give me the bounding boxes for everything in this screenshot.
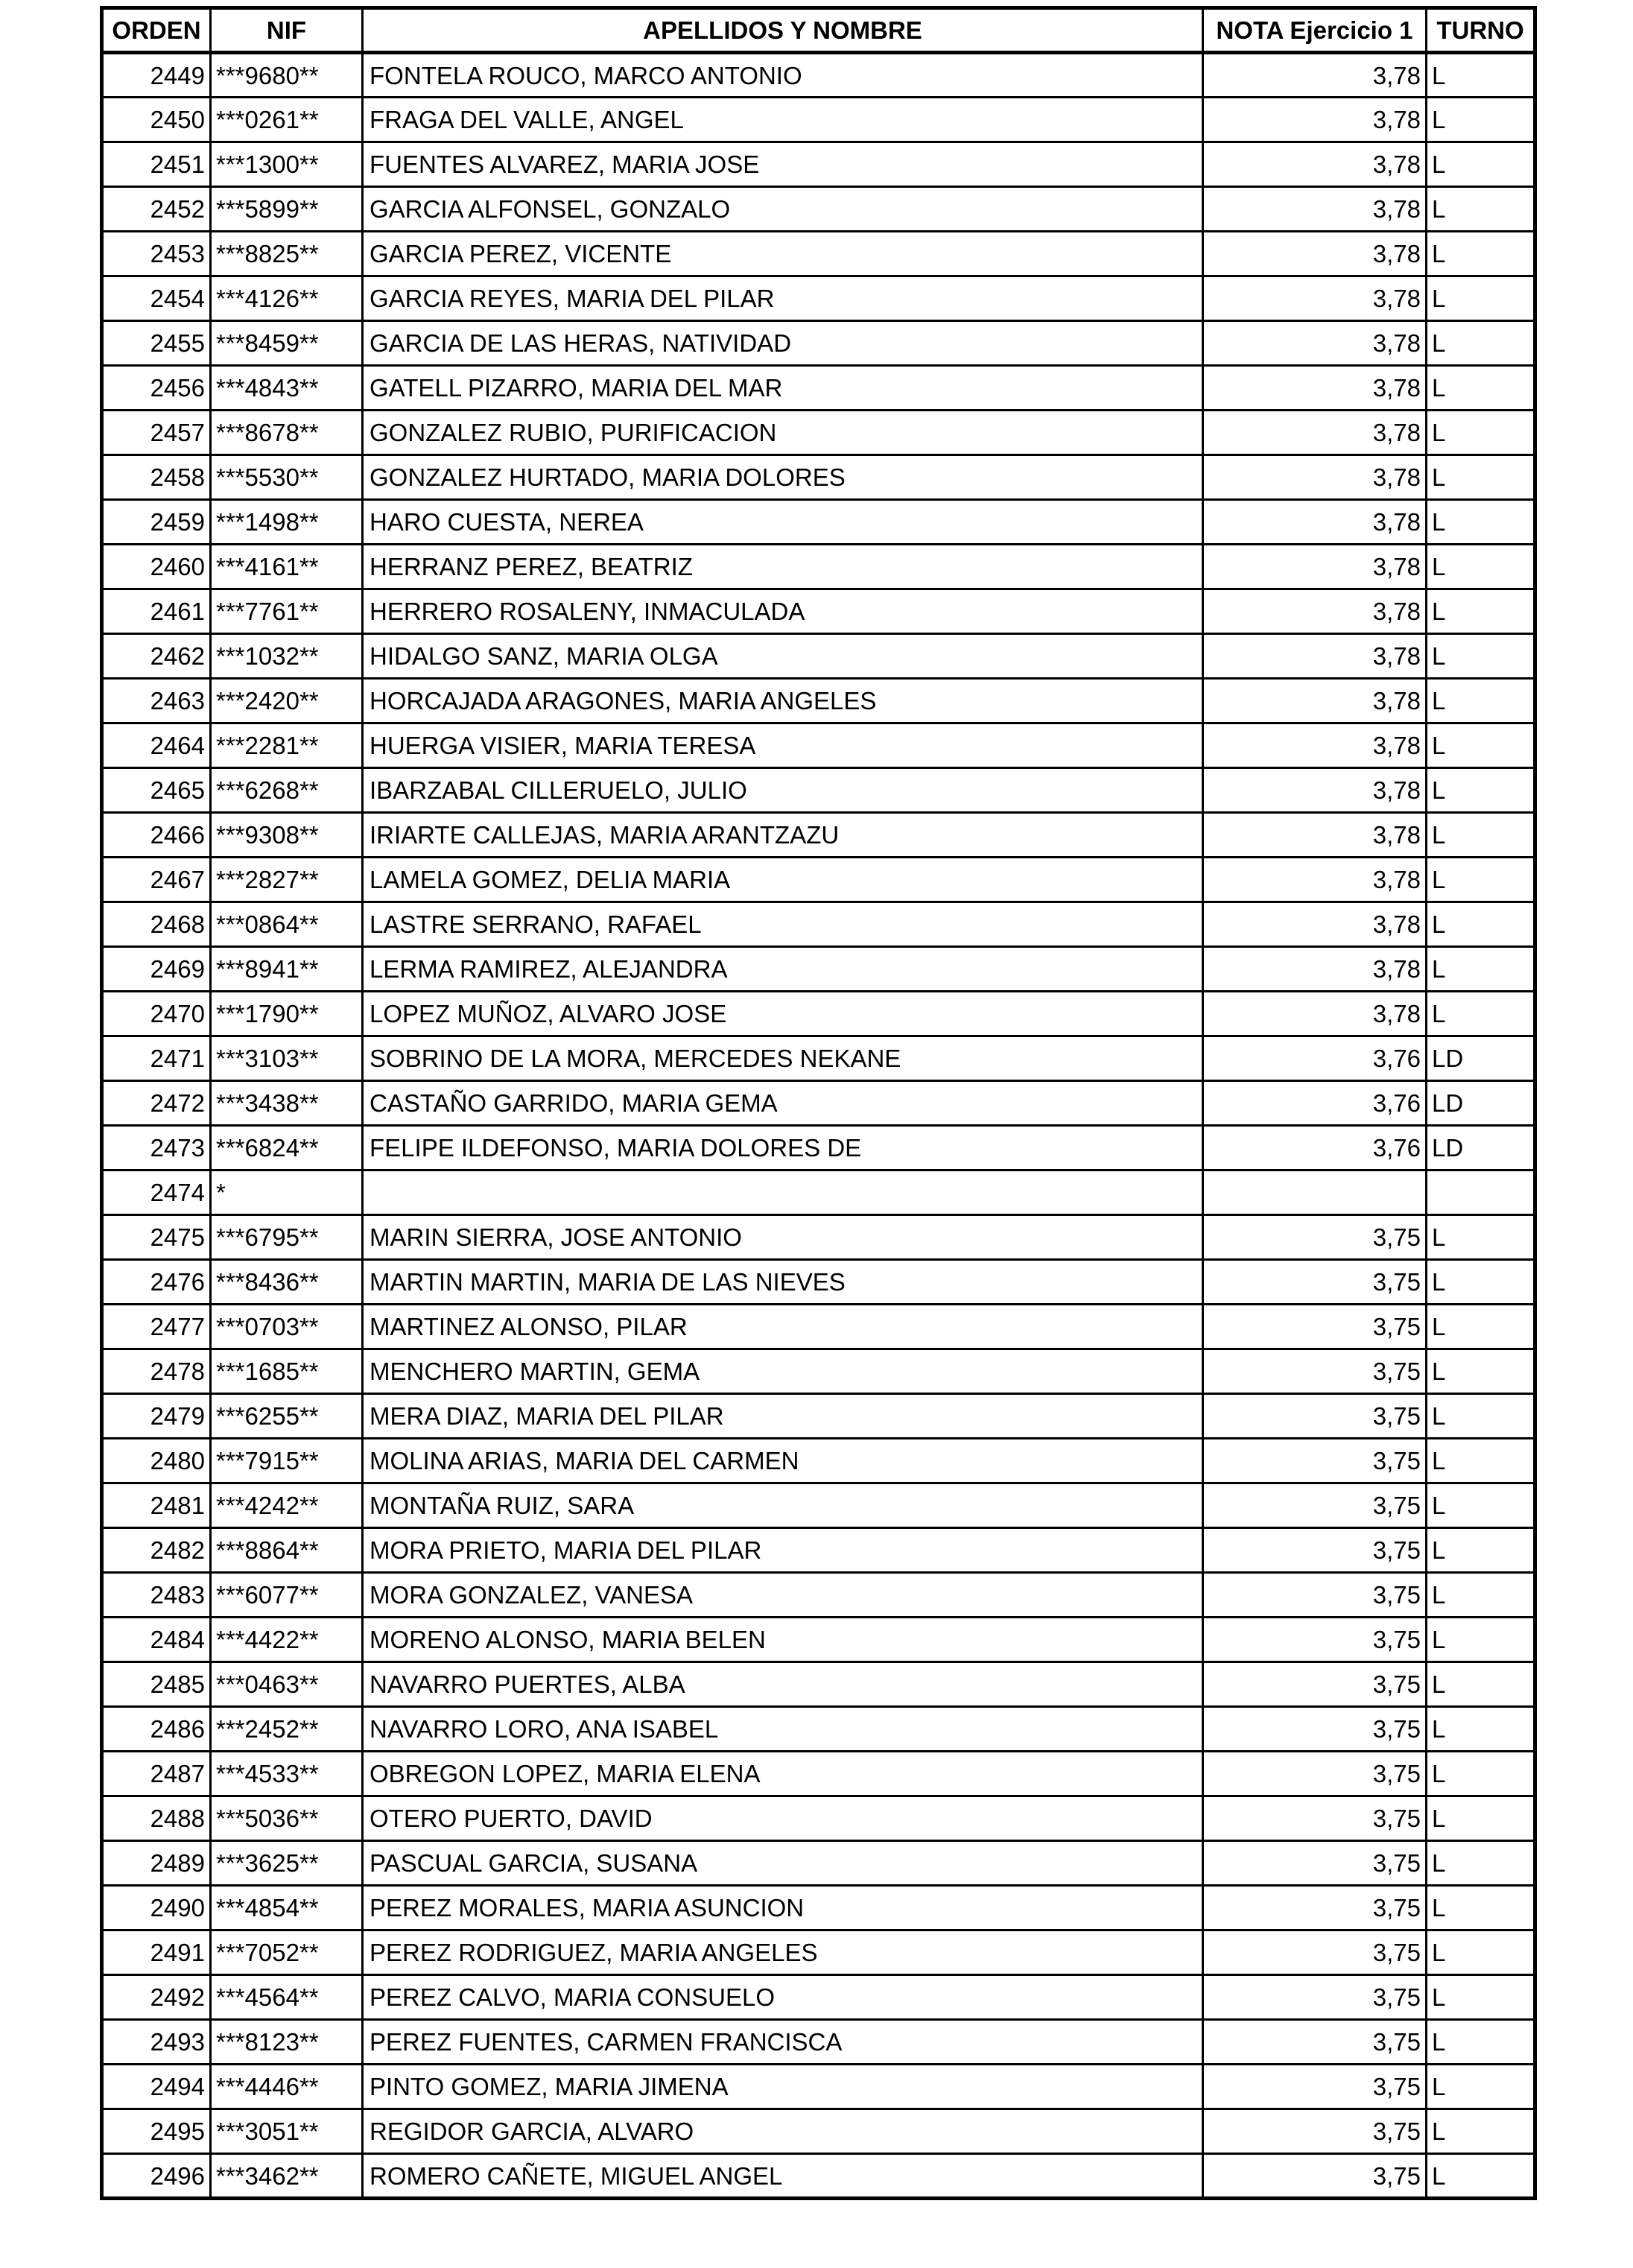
header-nota: NOTA Ejercicio 1 [1203, 8, 1427, 53]
cell-turno: L [1427, 232, 1535, 276]
cell-nombre: HUERGA VISIER, MARIA TERESA [363, 723, 1203, 768]
cell-turno: L [1427, 723, 1535, 768]
cell-nif: ***6268** [211, 768, 363, 813]
cell-nombre: GARCIA PEREZ, VICENTE [363, 232, 1203, 276]
cell-nota: 3,75 [1203, 1305, 1427, 1349]
cell-orden: 2491 [102, 1930, 211, 1975]
cell-nif: ***4564** [211, 1975, 363, 2020]
cell-nombre: NAVARRO LORO, ANA ISABEL [363, 1707, 1203, 1752]
table-row [102, 366, 1535, 411]
table-row [102, 2020, 1535, 2065]
cell-turno: L [1427, 1528, 1535, 1573]
table-row [102, 1662, 1535, 1707]
cell-nota: 3,75 [1203, 1573, 1427, 1618]
table-row [102, 1439, 1535, 1483]
cell-nombre: PINTO GOMEZ, MARIA JIMENA [363, 2065, 1203, 2109]
results-table [100, 6, 1537, 2200]
cell-nota: 3,75 [1203, 1349, 1427, 1394]
cell-nif: ***3462** [211, 2154, 363, 2199]
cell-orden: 2465 [102, 768, 211, 813]
cell-orden: 2463 [102, 679, 211, 723]
cell-nif: ***5899** [211, 187, 363, 232]
cell-nota: 3,75 [1203, 1215, 1427, 1260]
cell-orden: 2474 [102, 1171, 211, 1215]
table-row [102, 545, 1535, 589]
table-row [102, 1618, 1535, 1662]
cell-turno: L [1427, 1930, 1535, 1975]
cell-nif: ***7052** [211, 1930, 363, 1975]
cell-orden: 2492 [102, 1975, 211, 2020]
table-row [102, 1171, 1535, 1215]
cell-turno: L [1427, 1886, 1535, 1930]
header-nombre: APELLIDOS Y NOMBRE [363, 8, 1203, 53]
table-row [102, 1081, 1535, 1126]
cell-nombre: MOLINA ARIAS, MARIA DEL CARMEN [363, 1439, 1203, 1483]
cell-nota: 3,78 [1203, 411, 1427, 455]
cell-nombre: ROMERO CAÑETE, MIGUEL ANGEL [363, 2154, 1203, 2199]
cell-orden: 2450 [102, 98, 211, 142]
cell-turno: L [1427, 679, 1535, 723]
cell-nif: * [211, 1171, 363, 1215]
cell-nombre: MARTIN MARTIN, MARIA DE LAS NIEVES [363, 1260, 1203, 1305]
cell-nota: 3,75 [1203, 1662, 1427, 1707]
cell-nif: ***0864** [211, 902, 363, 947]
cell-orden: 2467 [102, 858, 211, 902]
cell-nombre: OBREGON LOPEZ, MARIA ELENA [363, 1752, 1203, 1796]
cell-turno: L [1427, 1305, 1535, 1349]
cell-nombre: IBARZABAL CILLERUELO, JULIO [363, 768, 1203, 813]
table-row [102, 1394, 1535, 1439]
cell-turno: L [1427, 366, 1535, 411]
cell-turno: L [1427, 992, 1535, 1036]
header-orden: ORDEN [102, 8, 211, 53]
cell-nota: 3,78 [1203, 679, 1427, 723]
cell-turno: L [1427, 813, 1535, 858]
table-row [102, 1215, 1535, 1260]
cell-nif: ***4446** [211, 2065, 363, 2109]
cell-nombre: MERA DIAZ, MARIA DEL PILAR [363, 1394, 1203, 1439]
cell-turno: L [1427, 947, 1535, 992]
cell-turno: L [1427, 2154, 1535, 2199]
cell-nombre: LASTRE SERRANO, RAFAEL [363, 902, 1203, 947]
cell-turno: L [1427, 1841, 1535, 1886]
cell-turno: L [1427, 411, 1535, 455]
cell-turno: L [1427, 2020, 1535, 2065]
cell-nota: 3,78 [1203, 589, 1427, 634]
cell-orden: 2486 [102, 1707, 211, 1752]
table-row [102, 1305, 1535, 1349]
cell-nif: ***3051** [211, 2109, 363, 2154]
table-row [102, 992, 1535, 1036]
cell-nif: ***2281** [211, 723, 363, 768]
cell-turno: L [1427, 500, 1535, 545]
cell-orden: 2487 [102, 1752, 211, 1796]
cell-nota [1203, 1171, 1427, 1215]
cell-turno: L [1427, 98, 1535, 142]
table-row [102, 2154, 1535, 2199]
cell-orden: 2453 [102, 232, 211, 276]
cell-nombre: FRAGA DEL VALLE, ANGEL [363, 98, 1203, 142]
cell-orden: 2470 [102, 992, 211, 1036]
cell-orden: 2485 [102, 1662, 211, 1707]
cell-turno: L [1427, 53, 1535, 98]
cell-turno: L [1427, 589, 1535, 634]
table-row [102, 1528, 1535, 1573]
cell-nombre: MONTAÑA RUIZ, SARA [363, 1483, 1203, 1528]
cell-nota: 3,78 [1203, 455, 1427, 500]
cell-turno: L [1427, 1707, 1535, 1752]
cell-nif: ***1032** [211, 634, 363, 679]
cell-nif: ***8678** [211, 411, 363, 455]
cell-nota: 3,78 [1203, 634, 1427, 679]
cell-nombre: GONZALEZ HURTADO, MARIA DOLORES [363, 455, 1203, 500]
cell-nota: 3,75 [1203, 1796, 1427, 1841]
cell-orden: 2459 [102, 500, 211, 545]
cell-nombre: FELIPE ILDEFONSO, MARIA DOLORES DE [363, 1126, 1203, 1171]
cell-nota: 3,75 [1203, 1841, 1427, 1886]
cell-nombre: PEREZ FUENTES, CARMEN FRANCISCA [363, 2020, 1203, 2065]
cell-nombre: GARCIA ALFONSEL, GONZALO [363, 187, 1203, 232]
cell-turno: L [1427, 1349, 1535, 1394]
header-nif: NIF [211, 8, 363, 53]
cell-nota: 3,75 [1203, 1439, 1427, 1483]
cell-orden: 2479 [102, 1394, 211, 1439]
table-row [102, 1126, 1535, 1171]
table-header [102, 8, 1535, 53]
cell-nota: 3,78 [1203, 321, 1427, 366]
table-row [102, 411, 1535, 455]
cell-nombre: PEREZ MORALES, MARIA ASUNCION [363, 1886, 1203, 1930]
cell-nota: 3,78 [1203, 723, 1427, 768]
cell-turno: L [1427, 858, 1535, 902]
cell-nombre: HERRANZ PEREZ, BEATRIZ [363, 545, 1203, 589]
cell-orden: 2462 [102, 634, 211, 679]
cell-nota: 3,75 [1203, 1260, 1427, 1305]
table-row [102, 2109, 1535, 2154]
cell-nombre: SOBRINO DE LA MORA, MERCEDES NEKANE [363, 1036, 1203, 1081]
cell-nif: ***0703** [211, 1305, 363, 1349]
cell-nif: ***6795** [211, 1215, 363, 1260]
cell-nota: 3,75 [1203, 1707, 1427, 1752]
cell-turno: L [1427, 187, 1535, 232]
cell-orden: 2458 [102, 455, 211, 500]
table-row [102, 813, 1535, 858]
cell-nota: 3,76 [1203, 1126, 1427, 1171]
cell-nif: ***3103** [211, 1036, 363, 1081]
header-row [102, 8, 1535, 53]
cell-turno: LD [1427, 1081, 1535, 1126]
cell-turno: LD [1427, 1036, 1535, 1081]
cell-nota: 3,75 [1203, 1752, 1427, 1796]
cell-nif: ***6077** [211, 1573, 363, 1618]
cell-turno: L [1427, 1573, 1535, 1618]
cell-nota: 3,75 [1203, 1886, 1427, 1930]
header-turno: TURNO [1427, 8, 1535, 53]
cell-turno: L [1427, 1975, 1535, 2020]
cell-nombre: MARTINEZ ALONSO, PILAR [363, 1305, 1203, 1349]
cell-nif: ***8864** [211, 1528, 363, 1573]
table-row [102, 902, 1535, 947]
cell-nif: ***4126** [211, 276, 363, 321]
cell-orden: 2454 [102, 276, 211, 321]
table-row [102, 1483, 1535, 1528]
cell-turno: L [1427, 545, 1535, 589]
cell-turno: L [1427, 1215, 1535, 1260]
cell-orden: 2476 [102, 1260, 211, 1305]
table-row [102, 276, 1535, 321]
table-row [102, 947, 1535, 992]
cell-nota: 3,78 [1203, 98, 1427, 142]
cell-turno [1427, 1171, 1535, 1215]
cell-orden: 2488 [102, 1796, 211, 1841]
table-body [102, 53, 1535, 2199]
cell-nombre: PASCUAL GARCIA, SUSANA [363, 1841, 1203, 1886]
cell-turno: L [1427, 1796, 1535, 1841]
cell-nif: ***1790** [211, 992, 363, 1036]
table-row [102, 1796, 1535, 1841]
table-row [102, 1975, 1535, 2020]
cell-orden: 2483 [102, 1573, 211, 1618]
cell-orden: 2472 [102, 1081, 211, 1126]
cell-nif: ***6255** [211, 1394, 363, 1439]
cell-nif: ***9308** [211, 813, 363, 858]
cell-nota: 3,78 [1203, 142, 1427, 187]
cell-turno: L [1427, 2109, 1535, 2154]
cell-turno: LD [1427, 1126, 1535, 1171]
cell-nif: ***1685** [211, 1349, 363, 1394]
cell-nif: ***4422** [211, 1618, 363, 1662]
cell-orden: 2496 [102, 2154, 211, 2199]
cell-nombre: GONZALEZ RUBIO, PURIFICACION [363, 411, 1203, 455]
table-row [102, 321, 1535, 366]
cell-nota: 3,75 [1203, 2109, 1427, 2154]
cell-nombre: PEREZ RODRIGUEZ, MARIA ANGELES [363, 1930, 1203, 1975]
cell-nif: ***0261** [211, 98, 363, 142]
cell-orden: 2477 [102, 1305, 211, 1349]
cell-nif: ***5036** [211, 1796, 363, 1841]
cell-nota: 3,78 [1203, 858, 1427, 902]
cell-nota: 3,75 [1203, 2065, 1427, 2109]
cell-nif: ***1300** [211, 142, 363, 187]
cell-nota: 3,78 [1203, 276, 1427, 321]
table-row [102, 768, 1535, 813]
cell-orden: 2482 [102, 1528, 211, 1573]
table-row [102, 1349, 1535, 1394]
cell-orden: 2478 [102, 1349, 211, 1394]
cell-turno: L [1427, 142, 1535, 187]
cell-nota: 3,76 [1203, 1036, 1427, 1081]
table-row [102, 142, 1535, 187]
table-row [102, 589, 1535, 634]
cell-orden: 2460 [102, 545, 211, 589]
cell-nif: ***2420** [211, 679, 363, 723]
cell-nota: 3,75 [1203, 2020, 1427, 2065]
cell-nombre: HARO CUESTA, NEREA [363, 500, 1203, 545]
cell-nota: 3,76 [1203, 1081, 1427, 1126]
cell-nombre: REGIDOR GARCIA, ALVARO [363, 2109, 1203, 2154]
table-row [102, 455, 1535, 500]
cell-turno: L [1427, 1618, 1535, 1662]
cell-nif: ***2827** [211, 858, 363, 902]
cell-nif: ***7915** [211, 1439, 363, 1483]
cell-turno: L [1427, 1260, 1535, 1305]
table-row [102, 1260, 1535, 1305]
cell-orden: 2455 [102, 321, 211, 366]
cell-orden: 2452 [102, 187, 211, 232]
cell-nif: ***8825** [211, 232, 363, 276]
cell-orden: 2475 [102, 1215, 211, 1260]
cell-nombre: HIDALGO SANZ, MARIA OLGA [363, 634, 1203, 679]
cell-nombre: OTERO PUERTO, DAVID [363, 1796, 1203, 1841]
table-row [102, 858, 1535, 902]
cell-nombre: MORA PRIETO, MARIA DEL PILAR [363, 1528, 1203, 1573]
cell-orden: 2490 [102, 1886, 211, 1930]
cell-nota: 3,75 [1203, 1394, 1427, 1439]
cell-nif: ***3438** [211, 1081, 363, 1126]
cell-turno: L [1427, 1394, 1535, 1439]
cell-nombre: NAVARRO PUERTES, ALBA [363, 1662, 1203, 1707]
cell-orden: 2495 [102, 2109, 211, 2154]
table-row [102, 1707, 1535, 1752]
cell-nota: 3,75 [1203, 1618, 1427, 1662]
cell-nota: 3,78 [1203, 366, 1427, 411]
cell-nif: ***8459** [211, 321, 363, 366]
cell-nombre: HERRERO ROSALENY, INMACULADA [363, 589, 1203, 634]
cell-nombre: MORA GONZALEZ, VANESA [363, 1573, 1203, 1618]
table-row [102, 1752, 1535, 1796]
table-row [102, 1841, 1535, 1886]
cell-nota: 3,75 [1203, 1483, 1427, 1528]
cell-turno: L [1427, 2065, 1535, 2109]
cell-nif: ***8941** [211, 947, 363, 992]
table-row [102, 1036, 1535, 1081]
cell-nif: ***7761** [211, 589, 363, 634]
cell-nombre: FUENTES ALVAREZ, MARIA JOSE [363, 142, 1203, 187]
cell-nombre: IRIARTE CALLEJAS, MARIA ARANTZAZU [363, 813, 1203, 858]
table-row [102, 98, 1535, 142]
cell-nif: ***9680** [211, 53, 363, 98]
cell-orden: 2473 [102, 1126, 211, 1171]
cell-nota: 3,78 [1203, 902, 1427, 947]
cell-turno: L [1427, 1483, 1535, 1528]
cell-nombre: HORCAJADA ARAGONES, MARIA ANGELES [363, 679, 1203, 723]
cell-nombre: GARCIA REYES, MARIA DEL PILAR [363, 276, 1203, 321]
cell-nif: ***4843** [211, 366, 363, 411]
cell-orden: 2456 [102, 366, 211, 411]
cell-turno: L [1427, 1439, 1535, 1483]
cell-turno: L [1427, 321, 1535, 366]
cell-turno: L [1427, 902, 1535, 947]
cell-nombre: GATELL PIZARRO, MARIA DEL MAR [363, 366, 1203, 411]
cell-nota: 3,75 [1203, 1930, 1427, 1975]
cell-nota: 3,78 [1203, 500, 1427, 545]
table-row [102, 1886, 1535, 1930]
cell-turno: L [1427, 1752, 1535, 1796]
cell-nif: ***4242** [211, 1483, 363, 1528]
cell-nombre: MARIN SIERRA, JOSE ANTONIO [363, 1215, 1203, 1260]
cell-nombre: CASTAÑO GARRIDO, MARIA GEMA [363, 1081, 1203, 1126]
cell-turno: L [1427, 455, 1535, 500]
table-row [102, 232, 1535, 276]
cell-nif: ***0463** [211, 1662, 363, 1707]
cell-orden: 2451 [102, 142, 211, 187]
cell-orden: 2464 [102, 723, 211, 768]
cell-nif: ***4854** [211, 1886, 363, 1930]
cell-nombre: MENCHERO MARTIN, GEMA [363, 1349, 1203, 1394]
cell-orden: 2469 [102, 947, 211, 992]
cell-nif: ***6824** [211, 1126, 363, 1171]
cell-nif: ***3625** [211, 1841, 363, 1886]
cell-nota: 3,78 [1203, 53, 1427, 98]
cell-nota: 3,78 [1203, 768, 1427, 813]
table-row [102, 2065, 1535, 2109]
cell-nif: ***2452** [211, 1707, 363, 1752]
cell-nota: 3,75 [1203, 2154, 1427, 2199]
table-row [102, 723, 1535, 768]
cell-nif: ***4161** [211, 545, 363, 589]
cell-orden: 2481 [102, 1483, 211, 1528]
cell-orden: 2471 [102, 1036, 211, 1081]
cell-nota: 3,78 [1203, 187, 1427, 232]
cell-orden: 2494 [102, 2065, 211, 2109]
table-row [102, 500, 1535, 545]
cell-orden: 2493 [102, 2020, 211, 2065]
cell-orden: 2480 [102, 1439, 211, 1483]
cell-nombre: MORENO ALONSO, MARIA BELEN [363, 1618, 1203, 1662]
cell-orden: 2489 [102, 1841, 211, 1886]
table-row [102, 634, 1535, 679]
cell-nombre: FONTELA ROUCO, MARCO ANTONIO [363, 53, 1203, 98]
table-row [102, 1930, 1535, 1975]
cell-nif: ***5530** [211, 455, 363, 500]
cell-orden: 2484 [102, 1618, 211, 1662]
cell-orden: 2457 [102, 411, 211, 455]
cell-nombre: GARCIA DE LAS HERAS, NATIVIDAD [363, 321, 1203, 366]
cell-nombre: LAMELA GOMEZ, DELIA MARIA [363, 858, 1203, 902]
cell-orden: 2466 [102, 813, 211, 858]
cell-nota: 3,78 [1203, 545, 1427, 589]
cell-nota: 3,78 [1203, 232, 1427, 276]
cell-nombre [363, 1171, 1203, 1215]
table-row [102, 187, 1535, 232]
cell-turno: L [1427, 276, 1535, 321]
cell-turno: L [1427, 768, 1535, 813]
table-row [102, 679, 1535, 723]
cell-nota: 3,78 [1203, 947, 1427, 992]
cell-turno: L [1427, 634, 1535, 679]
table-row [102, 53, 1535, 98]
cell-orden: 2449 [102, 53, 211, 98]
cell-nota: 3,78 [1203, 992, 1427, 1036]
cell-turno: L [1427, 1662, 1535, 1707]
cell-orden: 2468 [102, 902, 211, 947]
cell-nif: ***8436** [211, 1260, 363, 1305]
cell-nombre: LERMA RAMIREZ, ALEJANDRA [363, 947, 1203, 992]
cell-nombre: LOPEZ MUÑOZ, ALVARO JOSE [363, 992, 1203, 1036]
cell-nif: ***1498** [211, 500, 363, 545]
cell-orden: 2461 [102, 589, 211, 634]
table-row [102, 1573, 1535, 1618]
cell-nif: ***8123** [211, 2020, 363, 2065]
cell-nombre: PEREZ CALVO, MARIA CONSUELO [363, 1975, 1203, 2020]
cell-nif: ***4533** [211, 1752, 363, 1796]
cell-nota: 3,75 [1203, 1975, 1427, 2020]
cell-nota: 3,75 [1203, 1528, 1427, 1573]
cell-nota: 3,78 [1203, 813, 1427, 858]
